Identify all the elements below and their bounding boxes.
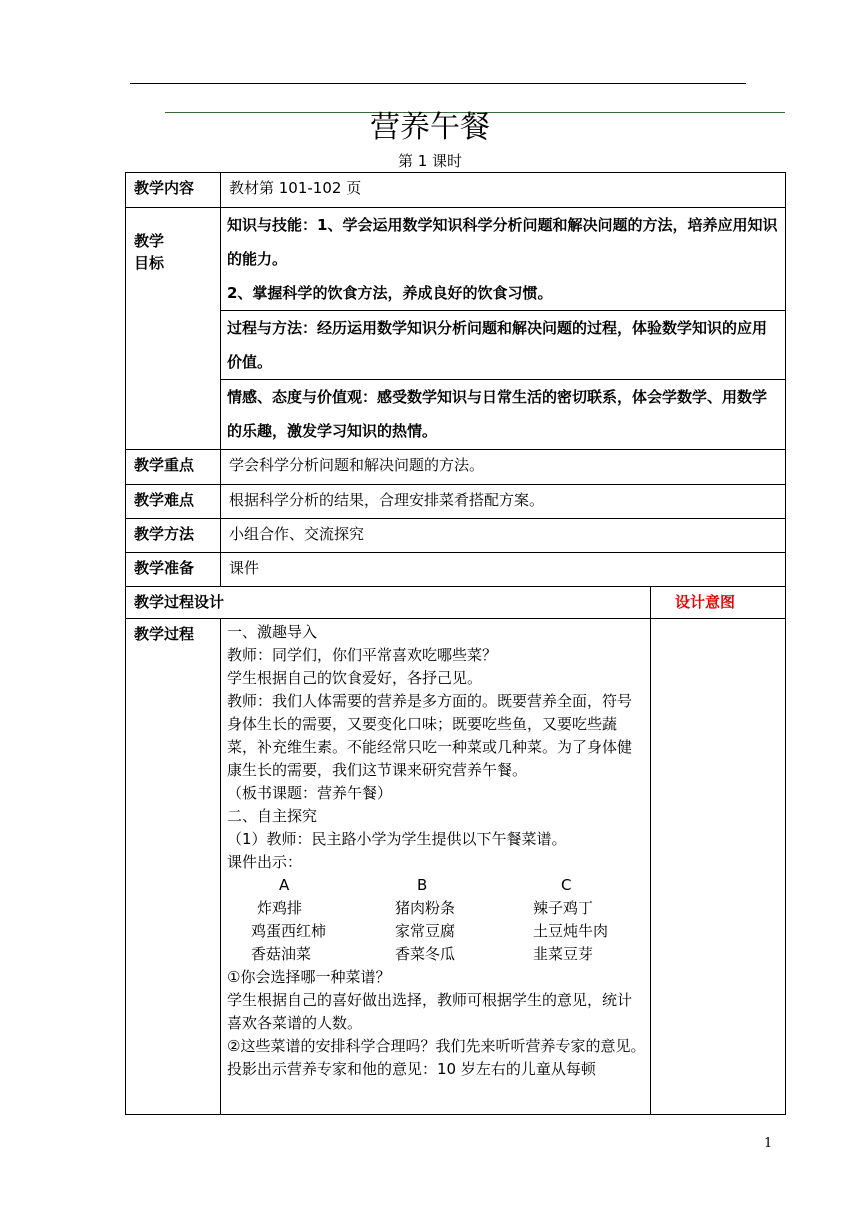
prep-value: 课件: [221, 553, 786, 587]
goal-knowledge-text-2: 2、掌握科学的饮食方法，养成良好的饮食习惯。: [227, 284, 553, 302]
table-row: [126, 450, 786, 485]
difficulty-label: 教学难点: [126, 485, 221, 519]
lesson-plan-table: [125, 172, 786, 1115]
process-label: 教学过程: [126, 619, 221, 1115]
menu-table: [227, 874, 650, 966]
goal-process: 过程与方法：经历运用数学知识分析问题和解决问题的过程，体验数学知识的应用价值。: [221, 311, 786, 380]
process-line: 一、激趣导入: [227, 623, 318, 641]
process-line: 课件出示：: [227, 853, 303, 871]
menu-row: [227, 897, 650, 920]
goals-label-line1: 教学: [134, 232, 165, 250]
process-content: [221, 619, 651, 1115]
goal-emotion: 情感、态度与价值观：感受数学知识与日常生活的密切联系，体会学数学、用数学的乐趣，激发学习知识的热情。: [221, 380, 786, 450]
process-line: 教师：我们人体需要的营养是多方面的。既要营养全面，符号身体生长的需要，又要变化口味；既要吃些鱼，又要吃些蔬菜，补充维生素。不能经常只吃一种菜或几种菜。为了身体健康生长的需要，我们这节课来研究营养午餐。: [227, 692, 633, 779]
menu-header-a: A: [279, 876, 290, 894]
table-row: [126, 173, 786, 208]
process-line: 学生根据自己的喜好做出选择，教师可根据学生的意见，统计喜欢各菜谱的人数。: [227, 991, 633, 1032]
menu-item: 炸鸡排: [257, 899, 303, 917]
menu-item: 韭菜豆芽: [533, 945, 594, 963]
menu-header-row: [227, 874, 650, 897]
menu-item: 香菜冬瓜: [395, 945, 456, 963]
process-line: 投影出示营养专家和他的意见：10 岁左右的儿童从每顿: [227, 1060, 596, 1078]
menu-item: 猪肉粉条: [395, 899, 456, 917]
table-row: [126, 380, 786, 450]
table-row: [126, 485, 786, 519]
table-row: [126, 311, 786, 380]
key-value: 学会科学分析问题和解决问题的方法。: [221, 450, 786, 485]
goal-knowledge: [221, 208, 786, 311]
menu-item: 土豆炖牛肉: [533, 922, 609, 940]
menu-header-c: C: [561, 876, 572, 894]
menu-row: [227, 920, 650, 943]
method-value: 小组合作、交流探究: [221, 519, 786, 553]
menu-item: 家常豆腐: [395, 922, 456, 940]
table-row: [126, 553, 786, 587]
menu-item: 鸡蛋西红柿: [251, 922, 327, 940]
process-line: （板书课题：营养午餐）: [227, 784, 393, 802]
content-value: 教材第 101-102 页: [221, 173, 786, 208]
table-row: [126, 619, 786, 1115]
menu-header-b: B: [417, 876, 428, 894]
method-label: 教学方法: [126, 519, 221, 553]
menu-row: [227, 943, 650, 966]
page-number: 1: [764, 1136, 773, 1151]
process-line: 二、自主探究: [227, 807, 318, 825]
prep-label: 教学准备: [126, 553, 221, 587]
table-row: [126, 208, 786, 311]
goals-label: [126, 208, 221, 450]
menu-item: 辣子鸡丁: [533, 899, 594, 917]
page-title: 营养午餐: [370, 110, 490, 145]
design-intent-label: 设计意图: [651, 587, 786, 619]
goals-label-line2: 目标: [134, 254, 165, 272]
menu-item: 香菇油菜: [251, 945, 312, 963]
design-label: 教学过程设计: [126, 587, 651, 619]
lesson-period: 第 1 课时: [397, 152, 463, 170]
process-line: （1）教师：民主路小学为学生提供以下午餐菜谱。: [227, 830, 567, 848]
difficulty-value: 根据科学分析的结果，合理安排菜肴搭配方案。: [221, 485, 786, 519]
table-row: [126, 587, 786, 619]
process-line: ①你会选择哪一种菜谱？: [227, 968, 391, 986]
header-rule: [130, 83, 746, 84]
key-label: 教学重点: [126, 450, 221, 485]
process-line: 教师：同学们，你们平常喜欢吃哪些菜？: [227, 646, 498, 664]
goal-knowledge-text: 知识与技能：1、学会运用数学知识科学分析问题和解决问题的方法，培养应用知识的能力。: [227, 216, 778, 268]
process-line: 学生根据自己的饮食爱好，各抒己见。: [227, 669, 483, 687]
content-label: 教学内容: [126, 173, 221, 208]
design-intent-cell: [651, 619, 786, 1115]
process-line: ②这些菜谱的安排科学合理吗？我们先来听听营养专家的意见。: [227, 1037, 646, 1055]
table-row: [126, 519, 786, 553]
